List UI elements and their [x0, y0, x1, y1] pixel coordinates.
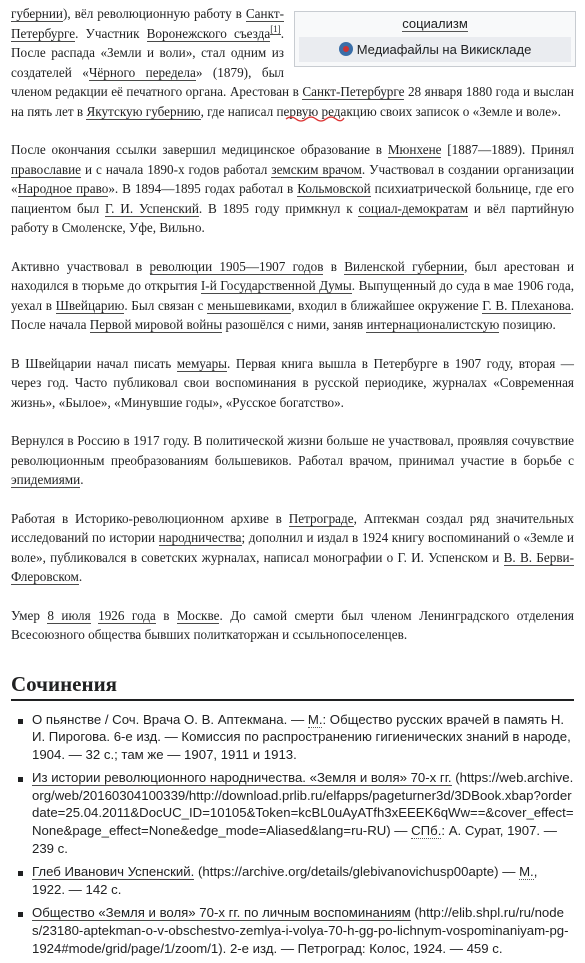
text: — — [498, 864, 520, 880]
text: О пьянстве / Соч. Врача О. В. Аптекмана. — — [32, 711, 308, 727]
text: : А. Сурат, 1907. — 239 с. — [32, 823, 557, 856]
paragraph-return — [11, 431, 574, 490]
link-july-8[interactable]: 8 июля — [47, 607, 91, 623]
external-link-title[interactable]: Глеб Иванович Успенский. — [32, 864, 195, 880]
text: 28 января 1880 года и выслан на пять лет в — [11, 84, 574, 119]
link-spb-2[interactable]: Санкт-Петербурге — [302, 84, 405, 99]
external-link-title[interactable]: Общество «Земля и воля» 70-х гг. по личным воспоминаниям — [32, 905, 411, 921]
abbr-spb[interactable]: СПб. — [411, 823, 442, 839]
text: , Аптекман создал ряд значительных исследований по истории — [11, 510, 574, 545]
text: и с начала 1890-х годов работал — [81, 161, 272, 177]
list-item — [32, 863, 574, 898]
text: [1887—1889). Принял — [441, 142, 574, 157]
text: ), вёл революционную работу в — [62, 6, 246, 21]
article-body — [11, 4, 574, 963]
navbox-row-commons[interactable] — [299, 37, 571, 63]
navbox — [294, 11, 576, 67]
text: . — [78, 569, 83, 584]
link-yakutsk[interactable]: Якутскую губернию — [86, 103, 201, 119]
link-kolmovo[interactable]: Кольмовской — [297, 181, 371, 196]
list-item — [32, 769, 574, 857]
navbox-link-commons[interactable]: Медиафайлы на Викискладе — [356, 41, 532, 57]
link-spb[interactable]: Санкт-Петербурге — [11, 6, 284, 41]
text: в — [155, 607, 177, 623]
link-bervi-flerovsky[interactable]: В. В. Берви-Флеровском — [11, 549, 574, 584]
footnote-link[interactable]: [1] — [270, 24, 281, 35]
link-1926[interactable]: 1926 года — [98, 607, 156, 623]
link-zemsky-doctor[interactable]: земским врачом — [271, 161, 362, 177]
text: . До самой смерти был членом Ленинградского отделения Всесоюзного общества бывших политкаторжан и ссыльнопоселенцев. — [11, 607, 574, 642]
link-guberniya[interactable]: губернии — [11, 6, 63, 21]
link-first-duma[interactable]: I-й Государственной Думы — [200, 278, 352, 293]
link-munich[interactable]: Мюнхене — [387, 142, 442, 157]
link-mensheviks[interactable]: меньшевиками — [207, 297, 292, 313]
text: и вёл партийную работу в Смоленске, Уфе, Вильно. — [11, 200, 574, 235]
external-link-title[interactable]: Из истории революционного народничества. «Земля и воля» 70-х гг. — [32, 770, 452, 786]
text: , был арестован и находился в тюрьме до открытия — [11, 258, 575, 293]
link-plekhanov[interactable]: Г. В. Плеханова — [482, 297, 571, 313]
text: разошёлся с ними, заняв — [222, 317, 367, 332]
paragraph-archive — [11, 509, 574, 587]
link-ww1[interactable]: Первой мировой войны — [89, 317, 223, 332]
text: . 2-е изд. — Петроград: Колос, 1924. — 459 с. — [222, 940, 503, 956]
link-black-repartition[interactable]: Чёрного передела — [88, 64, 196, 80]
link-voronezh-congress[interactable]: Воронежского съезда — [146, 25, 271, 41]
text: , входил в ближайшее окружение — [291, 297, 483, 313]
text: . Участник — [75, 25, 147, 41]
text — [91, 608, 98, 623]
text: . Первая книга вышла в Петербурге в 1907 году, вторая — через год. Часто публиковал свои воспоминания в русской периодике, журналах «Современная жизнь», «Былое», «Минувшие годы», «Русское богатство». — [11, 355, 574, 410]
paragraph-medicine — [11, 140, 574, 238]
navbox-link-socialism[interactable]: социализм — [402, 16, 468, 31]
navbox-row-socialism[interactable] — [295, 12, 575, 37]
works-list — [11, 711, 574, 958]
link-uspensky[interactable]: Г. И. Успенский — [105, 200, 199, 216]
external-link-url[interactable]: (https://web.archive.org/web/20160304100339/http://download.prlib.ru/elfapps/pageturner3d/3DBook.xbap?orderdate=25.04.2011&DocUC_ID=10105&Token=kcBL0uAyATfh3xEEEK6qWw==&cover_effect=None&page_effect=None&edge_mode=Aliased&lang=ru-RU) — [32, 770, 574, 839]
text: . Участвовал в создании организации « — [11, 161, 574, 196]
text: . Выпущенный до суда в мае 1906 года, уехал в — [11, 278, 574, 313]
text: , 1922. — 142 с. — [32, 864, 538, 897]
text: психиатрической больнице, где его пациентом был — [11, 181, 574, 216]
text: В Швейцарии начал писать — [11, 355, 177, 371]
text: . Был связан с — [124, 297, 208, 313]
text: — — [390, 823, 412, 839]
text: . В 1895 году примкнул к — [198, 200, 359, 216]
link-social-democrats[interactable]: социал-демократам — [358, 200, 469, 216]
abbr-moscow[interactable]: М. — [519, 864, 534, 880]
text: Вернулся в Россию в 1917 году. В политической жизни больше не участвовал, проявляя сочувствие революционным преобразованиям большевиков. Работал врачом, принимал участие в борьбе с — [11, 433, 574, 468]
text: Умер — [11, 607, 48, 623]
text: Активно участвовал в — [11, 258, 150, 274]
link-narodnoe-pravo[interactable]: Народное право — [17, 181, 109, 196]
external-link-url[interactable]: (https://archive.org/details/glebivanovichusp00apte) — [194, 864, 499, 880]
link-revolution-1905[interactable]: революции 1905—1907 годов — [149, 258, 324, 274]
section-heading-works: Сочинения — [11, 671, 574, 701]
text: позицию. — [499, 317, 556, 332]
text: ; дополнил и издал в 1924 книгу воспоминаний о «Земле и воле», публиковался в советских журналах, написал монографии о Г. И. Успенском и — [11, 530, 574, 565]
text: ». В 1894—1895 годах работал в — [108, 181, 298, 196]
link-petrograd[interactable]: Петрограде — [288, 510, 354, 526]
link-switzerland[interactable]: Швейцарию — [55, 297, 125, 313]
commons-icon — [339, 42, 353, 56]
text: . После распада «Земли и воли», стал одним из создателей « — [11, 25, 284, 80]
text: , где написал первую редакцию своих записок о «Земле и воле». — [200, 103, 561, 119]
paragraph-death — [11, 606, 574, 645]
link-narodnichestvo[interactable]: народничества — [158, 530, 242, 545]
text: : Общество русских врачей в память Н. И. Пирогова. 6-е изд. — Комиссия по распространению гигиенических знаний в народе, 1904. — 32 с.; там же — 1907, 1911 и 1913. — [32, 711, 571, 762]
text: в — [323, 258, 345, 274]
link-orthodoxy[interactable]: православие — [11, 161, 81, 177]
link-epidemics[interactable]: эпидемиями — [11, 472, 81, 487]
text: » (1879), был членом редакции её печатного органа. Арестован в — [11, 64, 303, 99]
link-memoirs[interactable]: мемуары — [176, 355, 228, 371]
paragraph-memoirs — [11, 354, 574, 413]
spellcheck-underline — [285, 114, 345, 122]
link-moscow[interactable]: Москве — [176, 607, 220, 623]
text: Работая в Историко-революционном архиве в — [11, 510, 289, 526]
text: . После начала — [11, 297, 575, 332]
paragraph-revolution — [11, 257, 574, 335]
external-link-url[interactable]: (http://elib.shpl.ru/ru/nodes/23180-aptekman-o-v-obschestvo-zemlya-i-volya-70-h-gg-po-lichnym-vospominaniyam-pg-1924#mode/grid/page/1/zoom/1) — [32, 905, 569, 956]
list-item — [32, 711, 574, 764]
link-internationalism[interactable]: интернационалистскую — [366, 317, 500, 332]
list-item — [32, 904, 574, 957]
link-vilna-guberniya[interactable]: Виленской губернии — [344, 258, 465, 274]
abbr-moscow[interactable]: М. — [307, 711, 323, 727]
text: . — [80, 472, 84, 487]
text: После окончания ссылки завершил медицинское образование в — [11, 142, 388, 157]
